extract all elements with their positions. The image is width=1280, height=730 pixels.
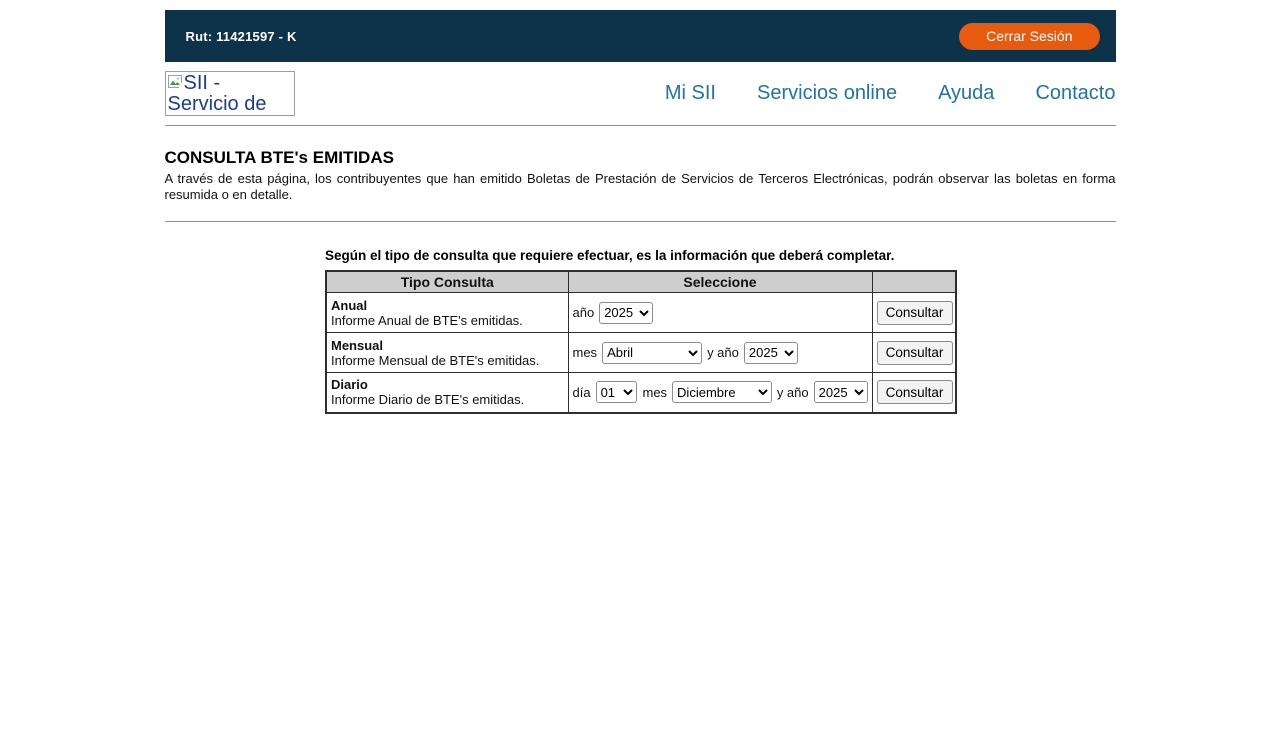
- seleccione-cell-diario: [568, 373, 872, 413]
- diario-y-ano-select[interactable]: [814, 381, 868, 403]
- logo-alt-text: SII - Servicio de: [167, 72, 267, 115]
- table-header-row: [326, 271, 956, 293]
- controls-mensual: [573, 342, 868, 364]
- anual-ano-select[interactable]: [599, 302, 653, 324]
- controls-diario: [573, 381, 868, 403]
- consulta-table: [325, 270, 957, 414]
- sii-logo-link[interactable]: [165, 71, 295, 116]
- seleccione-cell-anual: [568, 293, 872, 333]
- tipo-description: Informe Mensual de BTE's emitidas.: [331, 352, 540, 368]
- tipo-name: Mensual: [331, 337, 384, 353]
- action-cell-anual: [872, 293, 956, 333]
- consultar-button-anual[interactable]: Consultar: [877, 301, 953, 325]
- label-mes: mes: [572, 345, 598, 360]
- consultar-button-mensual[interactable]: Consultar: [877, 341, 953, 365]
- tipo-description: Informe Anual de BTE's emitidas.: [331, 312, 523, 328]
- header: [165, 62, 1116, 125]
- diario-dia-select[interactable]: [596, 381, 638, 403]
- column-header-seleccione: Seleccione: [568, 271, 872, 293]
- consultar-button-diario[interactable]: Consultar: [877, 380, 953, 404]
- label-y-ano: y año: [776, 384, 809, 400]
- tipo-name: Diario: [331, 377, 368, 393]
- mensual-y-ano-select[interactable]: [744, 342, 798, 364]
- column-header-empty: [872, 271, 956, 293]
- divider-top: [165, 125, 1116, 126]
- label-mes: mes: [642, 384, 668, 400]
- diario-mes-select[interactable]: [672, 381, 772, 403]
- nav-item-servicios-online[interactable]: Servicios online: [757, 82, 898, 104]
- logout-button[interactable]: Cerrar Sesión: [959, 23, 1099, 50]
- consulta-heading: Según el tipo de consulta que requiere efectuar, es la información que deberá completar.: [325, 248, 895, 263]
- tipo-name: Anual: [331, 297, 368, 313]
- table-row-diario: [326, 373, 956, 413]
- main-nav: [665, 82, 1116, 105]
- table-row-anual: [326, 293, 956, 333]
- column-header-tipo-consulta: Tipo Consulta: [326, 271, 568, 293]
- rut-label: Rut: 11421597 - K: [185, 28, 297, 44]
- action-cell-diario: [872, 373, 956, 413]
- label-y-ano: y año: [707, 345, 739, 360]
- label-ano: año: [572, 305, 595, 320]
- divider-middle: [165, 221, 1116, 222]
- page-container: [165, 10, 1116, 414]
- topbar: [165, 10, 1116, 62]
- page-description: A través de esta página, los contribuyentes que han emitido Boletas de Prestación de Servicios de Terceros Electrónicas, podrán observar las boletas en forma resumida o en detalle.: [164, 171, 1116, 202]
- nav-item-mi-sii[interactable]: Mi SII: [664, 82, 716, 104]
- tipo-cell-diario: [326, 373, 568, 413]
- tipo-description: Informe Diario de BTE's emitidas.: [331, 392, 525, 408]
- consulta-section: [325, 248, 955, 414]
- tipo-cell-anual: [326, 293, 568, 333]
- tipo-cell-mensual: [326, 333, 568, 373]
- label-dia: día: [572, 384, 591, 400]
- page-title: CONSULTA BTE's EMITIDAS: [164, 148, 394, 167]
- nav-item-contacto[interactable]: Contacto: [1035, 82, 1116, 104]
- consulta-table-body: [326, 293, 956, 413]
- table-row-mensual: [326, 333, 956, 373]
- broken-image-icon: [168, 75, 183, 94]
- mensual-mes-select[interactable]: [602, 342, 702, 364]
- action-cell-mensual: [872, 333, 956, 373]
- seleccione-cell-mensual: [568, 333, 872, 373]
- controls-anual: [573, 302, 868, 324]
- nav-item-ayuda[interactable]: Ayuda: [938, 82, 995, 104]
